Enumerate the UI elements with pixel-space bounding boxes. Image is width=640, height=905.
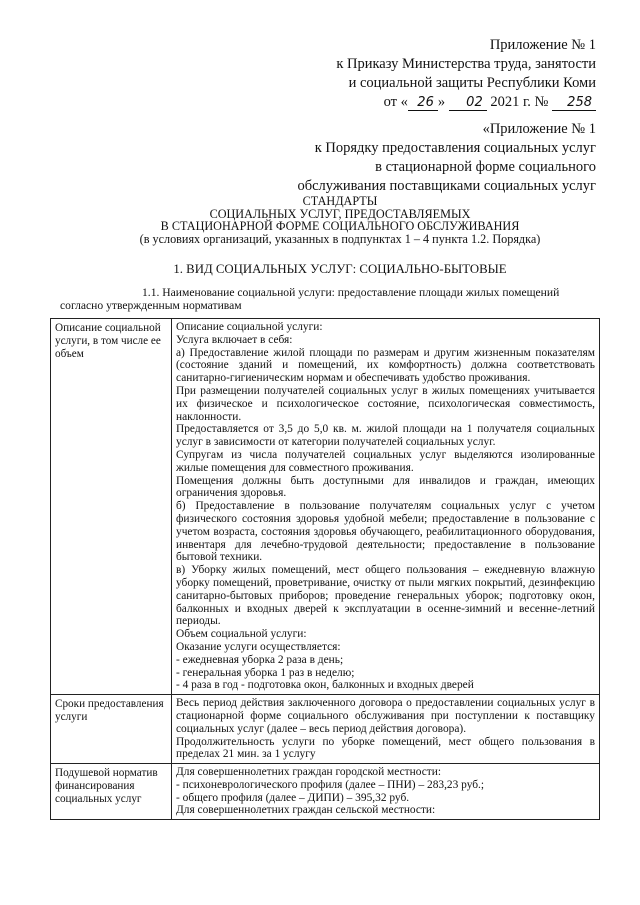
appendix-header-order [336,36,596,112]
table-row [51,695,600,764]
appendix-ref-line: к Порядку предоставления социальных услуг [314,140,596,156]
service-standard-table [50,318,600,820]
appendix-date-line: от « 26 » 02 2021 г. № 258 [336,93,596,112]
appendix-ref-line: в стационарной форме социального [375,159,596,175]
handwritten-month: 02 [449,95,487,111]
handwritten-day: 26 [408,95,438,111]
row-label-terms: Сроки предоставления услуги [51,695,172,764]
section-heading: 1. ВИД СОЦИАЛЬНЫХ УСЛУГ: СОЦИАЛЬНО-БЫТОВЫЕ [173,262,507,276]
row-content-financing: Для совершеннолетних граждан городской местности: - психоневрологического профиля (далее – ПНИ) – 283,23 руб.; - общего профиля (далее – ДИПИ) – 395,32 руб. Для совершеннолетних граждан сельской местности: [172,764,600,820]
handwritten-number: 258 [552,95,596,111]
row-content-description: Описание социальной услуги: Услуга включает в себя: а) Предоставление жилой площади по размерам и другим жизненным показателям (состояние зданий и помещений, их комфортность) должна соответствовать санитарно-гигиеническим нормам и обеспечивать удобство проживания. При размещении получателей социальных услуг в жилых помещениях учитывается их физическое и психологическое состояние, психологическая совместимость, наклонности. Предоставляется от 3,5 до 5,0 кв. м. жилой площади на 1 получателя социальных услуг в зависимости от категории получателей социальных услуг. Супругам из числа получателей социальных услуг выделяются изолированные жилые помещения для совместного проживания. Помещения должны быть доступными для инвалидов и граждан, имеющих ограничения здоровья. б) Предоставление в пользование получателям социальных услуг с учетом физического состояния здоровья удобной мебели; предоставление в пользование с учетом возраста, состояния здоровья обучающего, реабилитационного оборудования, инвентаря для лечебно-трудовой деятельности; предоставление в пользование бытовой техники. в) Уборку жилых помещений, мест общего пользования – ежедневную влажную уборку помещений, проветривание, очистку от пыли мягких покрытий, дезинфекцию санитарно-бытовых приборов; проведение генеральных уборок; подготовку окон, балконных и входных дверей к эксплуатации в осенне-зимний и весенне-летний периоды. Объем социальной услуги: Оказание услуги осуществляется: - ежедневная уборка 2 раза в день; - генеральная уборка 1 раз в неделю; - 4 раза в год - подготовка окон, балконных и входных дверей [172,319,600,695]
service-name-paragraph: 1.1. Наименование социальной услуги: предоставление площади жилых помещений согласно утвержденным нормативам [60,286,560,312]
row-label-description: Описание социальной услуги, в том числе ее объем [51,319,172,695]
appendix-ref-line: к Приказу Министерства труда, занятости [336,56,596,72]
table-row [51,319,600,695]
row-content-terms: Весь период действия заключенного договора о предоставлении социальных услуг в стационарной форме социального обслуживания при поступлении к поставщику социальных услуг (далее – весь период действия договора). Продолжительность услуги по уборке помещений, мест общего пользования в пределах 21 мин. за 1 услугу [172,695,600,764]
appendix-title: Приложение № 1 [489,37,596,53]
appendix-header-procedure [297,120,596,196]
document-title: СТАНДАРТЫ СОЦИАЛЬНЫХ УСЛУГ, ПРЕДОСТАВЛЯЕМЫХ В СТАЦИОНАРНОЙ ФОРМЕ СОЦИАЛЬНОГО ОБСЛУЖИВАНИЯ (в условиях организаций, указанных в подпунктах 1 – 4 пункта 1.2. Порядка) [139,194,541,246]
appendix-ref-line: и социальной защиты Республики Коми [348,75,596,91]
row-label-financing: Подушевой норматив финансирования социальных услуг [51,764,172,820]
table-row [51,764,600,820]
appendix-ref-line: обслуживания поставщиками социальных услуг [297,178,596,194]
appendix-title: «Приложение № 1 [482,121,596,137]
